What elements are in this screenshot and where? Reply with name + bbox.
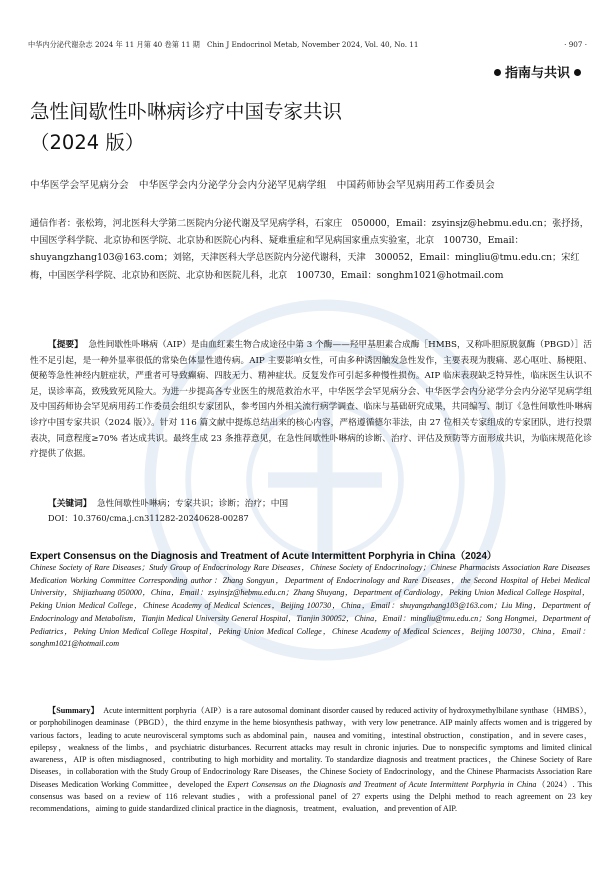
doi-link[interactable]: DOI：10.3760/cma.j.cn311282-20240628-00287 [48, 513, 249, 523]
keywords-zh [48, 497, 288, 509]
journal-citation-line: 中华内分泌代谢杂志 2024 年 11 月第 40 卷第 11 期 Chin J Endocrinol Metab, November 2024, Vol. 40, No. 11 [28, 40, 419, 49]
section-tag [490, 62, 585, 81]
affiliations-en: Chinese Society of Rare Diseases；Study Group of Endocrinology Rare Diseases，Chinese Society of Endocrinology；Chinese Pharmacists Association Rare Diseases Medication Working Committee Corresponding author：Zhang Songyun，Department of Endocrinology and Rare Diseases，the Second Hospital of Hebei Medical University，Shijiazhuang 050000，China，Email：zsyinsjz@hebmu.edu.cn；Zhang Shuyang，Department of Cardiology，Peking Union Medical College Hospital，Peking Union Medical College，Chinese Academy of Medical Sciences，Beijing 100730，China，Email：shuyangzhang103@163.com；Liu Ming，Department of Endocrinology and Metabolism，Tianjin Medical University General Hospital，Tianjin 300052，China，Email：mingliu@tmu.edu.cn；Song Hongmei，Department of Pediatrics，Peking Union Medical College Hospital，Peking Union Medical College，Chinese Academy of Medical Sciences，Beijing 100730，China，Email：songhm1021@hotmail.com [30, 563, 590, 649]
corresponding-authors-zh: 通信作者：张松筠，河北医科大学第二医院内分泌代谢及罕见病学科，石家庄 050000，Email：zsyinsjz@hebmu.edu.cn；张抒扬，中国医学科学院、北京协和医学院、北京协和医院心内科、疑难重症和罕见病国家重点实验室，北京 100730，Email：shuyangzhang103@163.com；刘铭，天津医科大学总医院内分泌代谢科，天津 300052，Email：mingliu@tmu.edu.cn；宋红梅，中国医学科学院、北京协和医院、北京协和医院儿科，北京 100730，Email：songhm1021@hotmail.com [30, 218, 589, 281]
article-title-en: Expert Consensus on the Diagnosis and Treatment of Acute Intermittent Porphyria in China（2024） [30, 551, 497, 562]
summary-en [30, 705, 592, 816]
summary-en-text-1: Acute intermittent porphyria（AIP）is a rare autosomal dominant disorder caused by reduced activity of hydroxymethylbilane synthase（HMBS），or porphobilinogen deaminase（PBGD），the third enzyme in the heme biosynthesis pathway，with very low penetrance. AIP mainly affects women and is triggered by various factors，leading to acute neurovisceral symptoms such as abdominal pain，nausea and vomiting，intestinal obstruction，constipation，and in severe cases，epilepsy，weakness of the limbs，and psychiatric disturbances. Recurrent attacks may result in chronic injuries. Due to nonspecific symptoms and limited clinical awareness，AIP is often misdiagnosed，contributing to high morbidity and mortality. To standardize diagnosis and treatment practices，the Chinese Society of Rare Diseases，in collaboration with the Study Group of Endocrinology Rare Diseases，the Chinese Society of Endocrinology，and the Chinese Pharmacists Association Rare Diseases Medication Working Committee，developed the [30, 706, 593, 789]
keywords-zh-text: 急性间歇性卟啉病；专家共识；诊断；治疗；中国 [96, 499, 289, 509]
abstract-zh-text: 急性间歇性卟啉病（AIP）是由血红素生物合成途径中第 3 个酶——羟甲基胆素合成酶［HMBS，又称卟胆原脱氨酶（PBGD）］活性不足引起，是一种外显率很低的常染色体显性遗传病。AIP 主要影响女性，可由多种诱因触发急性发作，主要表现为腹痛、恶心呕吐、肠梗阻、便秘等急性神经内脏症状，严重者可导致癫痫、四肢无力、精神症状。反复发作可引起多种慢性损伤。AIP 临床表现缺乏特异性，临床医生认识不足，误诊率高，致残致死风险大。为进一步提高各专业医生的规范救治水平，中华医学会罕见病分会、中华医学会内分泌学分会内分泌罕见病学组及中国药师协会罕见病用药工作委员会组织专家团队，参考国内外相关流行病学调查、临床与基础研究成果，共同编写、制订《急性间歇性卟啉病诊疗中国专家共识（2024 版）》。针对 116 篇文献中提炼总结出来的核心内容，严格遵循德尔菲法，由 27 位相关专家组成的专家团队，进行投票表决，同意程度≥70% 者达成共识。最终生成 23 条推荐意见，在急性间歇性卟啉病的诊断、治疗、评估及预防等方面形成共识，为临床规范化诊疗提供了依据。 [30, 340, 592, 460]
summary-en-text-2: （2024）. This consensus was based on a review of 116 relevant studies，with a professional panel of 27 experts using the Delphi method to reach agreement on 23 key recommendations，aiming to guide standardized clinical practice in the diagnosis，treatment，evaluation，and prevention of AIP. [30, 779, 593, 814]
article-title-zh-line1: 急性间歇性卟啉病诊疗中国专家共识 [30, 100, 343, 123]
running-header [28, 40, 587, 54]
abstract-zh-label: 【提要】 [48, 340, 83, 350]
section-tag-label: 指南与共识 [504, 66, 570, 81]
author-organizations-zh: 中华医学会罕见病分会 中华医学会内分泌学分会内分泌罕见病学组 中国药师协会罕见病用药工作委员会 [30, 180, 496, 191]
summary-en-label: 【Summary】 [48, 706, 99, 715]
keywords-zh-label: 【关键词】 [48, 499, 92, 509]
bullet-dot-icon [494, 69, 501, 76]
bullet-dot-icon [574, 69, 581, 76]
page-number: · 907 · [564, 40, 587, 49]
article-title-zh [30, 96, 590, 158]
summary-en-consensus-title: Expert Consensus on the Diagnosis and Treatment of Acute Intermittent Porphyria in China [227, 779, 537, 789]
article-title-zh-line2: （2024 版） [30, 131, 145, 154]
abstract-zh [30, 338, 592, 463]
